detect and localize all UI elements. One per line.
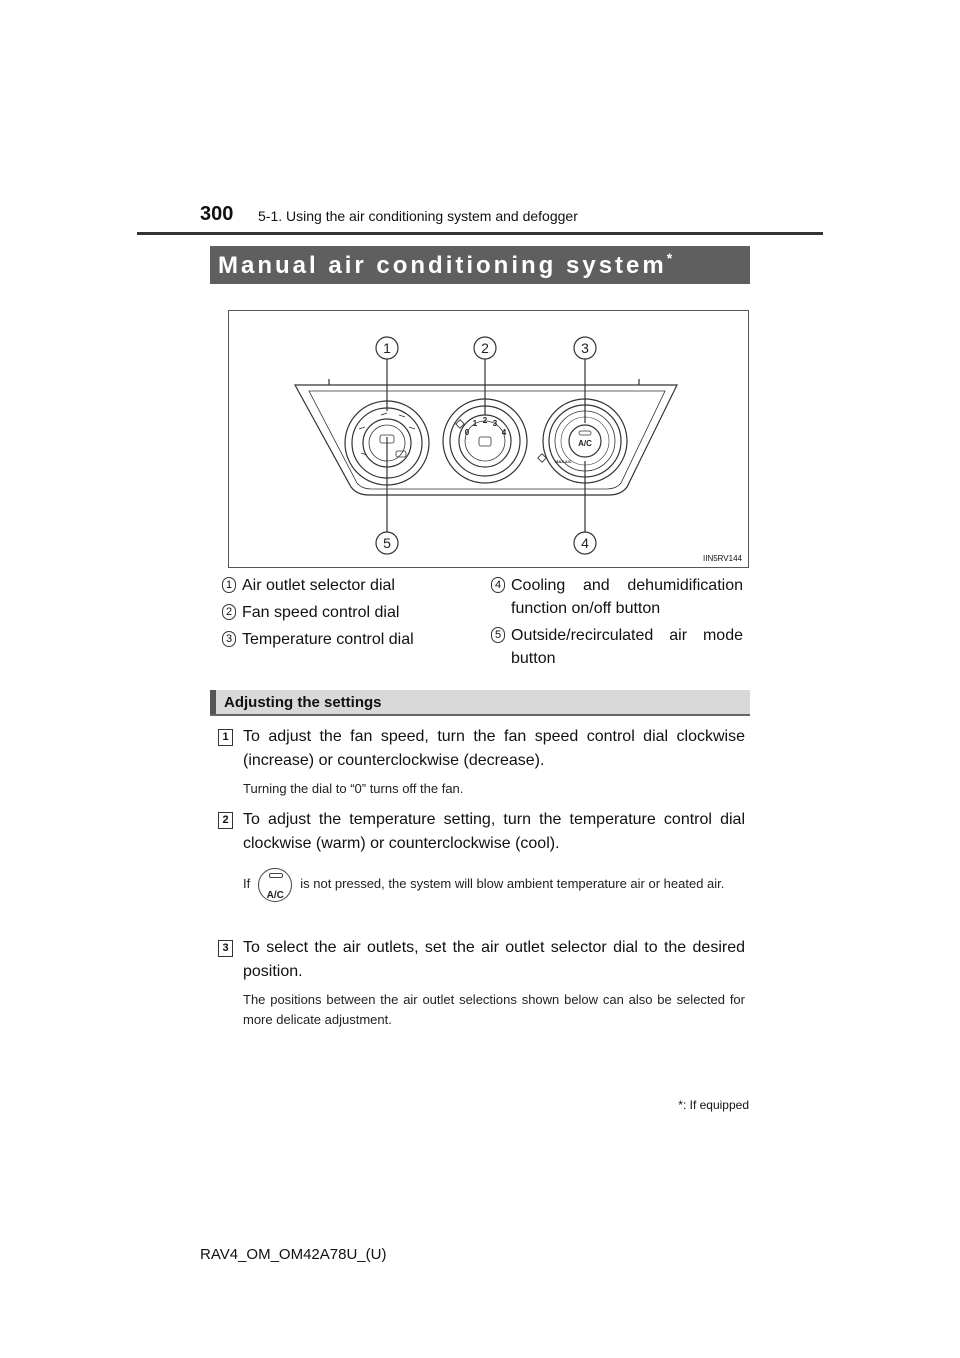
callout-number-5: 5: [383, 535, 391, 551]
legend-label: Outside/recirculated air mode button: [511, 627, 743, 667]
ac-button-label: A/C: [578, 439, 592, 448]
step-2-note-before: If: [243, 876, 251, 891]
step-3-note: The positions between the air outlet selections shown below can also be selected for more delicate adjustment.: [243, 992, 745, 1027]
header-rule: [137, 232, 823, 235]
legend-number: 5: [491, 627, 505, 643]
legend-number: 3: [222, 631, 236, 647]
step-2-note: [243, 867, 745, 902]
legend-item-2: [222, 601, 462, 625]
footnote: [580, 1098, 749, 1112]
legend-number: 1: [222, 577, 236, 593]
ac-indicator-lamp: [269, 873, 283, 878]
section-title: Manual air conditioning system*: [218, 250, 673, 279]
step-2-note-after: is not pressed, the system will blow ambient temperature air or heated air.: [300, 876, 725, 891]
callout-number-2: 2: [481, 340, 489, 356]
subsection-title: Adjusting the settings: [224, 694, 382, 711]
footnote-mark: *: [678, 1098, 683, 1112]
legend-number: 2: [222, 604, 236, 620]
legend-item-1: [222, 574, 462, 598]
legend-item-3: [222, 628, 462, 652]
legend-number: 4: [491, 577, 505, 593]
step-3-text: To select the air outlets, set the air outlet selector dial to the desired position.: [243, 939, 745, 980]
control-panel-illustration: [229, 311, 750, 569]
step-1-text: To adjust the fan speed, turn the fan speed control dial clockwise (increase) or counterclockwise (decrease).: [243, 728, 745, 769]
control-panel-figure: [228, 310, 749, 568]
figure-code: IIN5RV144: [703, 554, 742, 563]
step-1-note: Turning the dial to “0” turns off the fan.: [243, 781, 464, 796]
subsection-bar-edge: [210, 690, 216, 714]
footer-doc-code: RAV4_OM_OM42A78U_(U): [200, 1246, 387, 1263]
section-title-bar: [210, 246, 750, 284]
legend-label: Cooling and dehumidification function on/off button: [511, 577, 743, 617]
legend-label: Fan speed control dial: [242, 604, 400, 621]
callout-number-4: 4: [581, 535, 589, 551]
step-2-text: To adjust the temperature setting, turn the temperature control dial clockwise (warm) or counterclockwise (cool).: [243, 811, 745, 852]
footnote-text: : If equipped: [682, 1098, 749, 1112]
chapter-title: 5-1. Using the air conditioning system and defogger: [258, 208, 578, 224]
fan-mark-4: 4: [501, 428, 507, 437]
legend-item-4: [491, 574, 750, 622]
fan-mark-0: 0: [464, 428, 470, 437]
step-number-3: 3: [218, 940, 233, 957]
legend-label: Air outlet selector dial: [242, 577, 395, 594]
subsection-title-bar: [210, 690, 750, 716]
legend-label: Temperature control dial: [242, 631, 414, 648]
equipped-mark: *: [666, 250, 673, 266]
ac-button-icon: [258, 868, 292, 902]
callout-number-3: 3: [581, 340, 589, 356]
step-number-2: 2: [218, 812, 233, 829]
fan-mark-1: 1: [472, 419, 478, 428]
step-number-1: 1: [218, 729, 233, 746]
fan-mark-3: 3: [492, 419, 498, 428]
fan-mark-2: 2: [482, 416, 488, 425]
ac-icon-label: A/C: [266, 889, 284, 901]
legend-item-5: [491, 624, 750, 672]
max-ac-label: MAX A/C: [555, 459, 572, 464]
page-number: 300: [200, 203, 234, 225]
callout-number-1: 1: [383, 340, 391, 356]
